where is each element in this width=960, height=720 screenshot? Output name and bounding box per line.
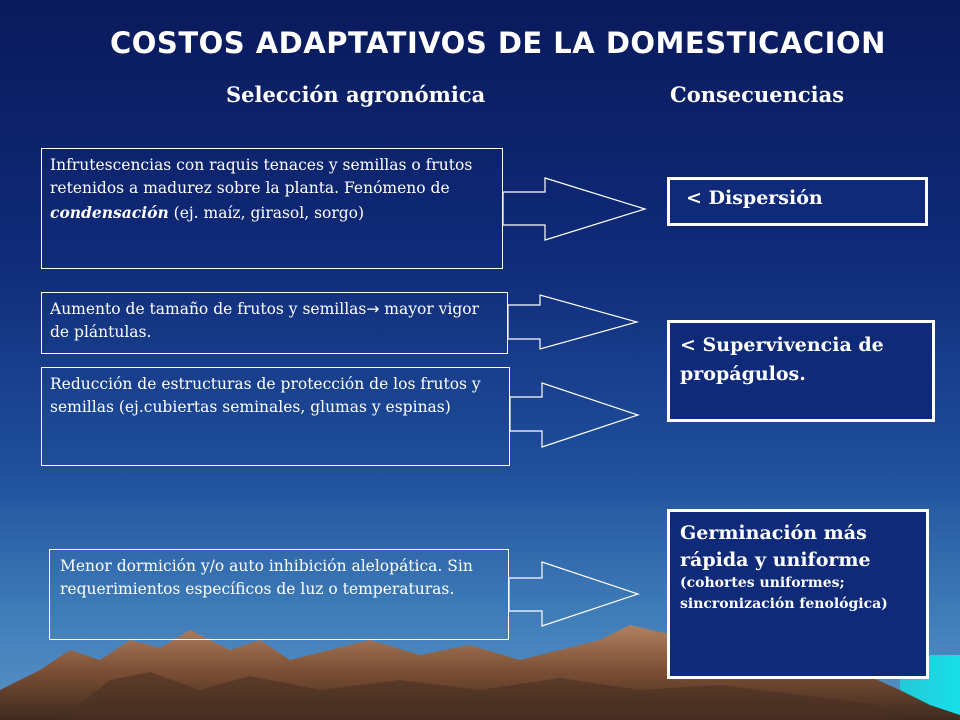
consequence-text: < Supervivencia de propágulos.: [680, 334, 884, 385]
column-header-consequences: Consecuencias: [670, 82, 845, 107]
block-arrow-4: [509, 562, 638, 626]
selection-box-dormancy: [49, 549, 509, 640]
consequence-box-dispersion: [667, 177, 928, 226]
selection-emphasis: condensación: [50, 202, 169, 222]
right-arrow-icon: →: [366, 300, 380, 318]
consequence-text: < Dispersión: [686, 187, 823, 209]
page-title: COSTOS ADAPTATIVOS DE LA DOMESTICACION: [110, 26, 886, 60]
selection-text: Infrutescencias con raquis tenaces y semillas o frutos retenidos a madurez sobre la planta. Fenómeno de: [50, 156, 473, 198]
consequence-main-text: Germinación más rápida y uniforme: [680, 522, 871, 571]
selection-box-protection: [41, 367, 510, 466]
column-header-selection: Selección agronómica: [226, 82, 486, 107]
consequence-sub-text: (cohortes uniformes; sincronización fenológica): [680, 575, 888, 613]
block-arrow-1: [503, 178, 645, 240]
selection-box-condensation: [41, 148, 503, 269]
block-arrow-3: [510, 383, 638, 447]
selection-text: Aumento de tamaño de frutos y semillas: [50, 300, 367, 318]
selection-text: Reducción de estructuras de protección de los frutos y semillas (ej.cubiertas seminales, glumas y espinas): [50, 375, 481, 417]
consequence-box-survival: [667, 320, 935, 422]
consequence-box-germination: [667, 509, 929, 679]
selection-text-after: (ej. maíz, girasol, sorgo): [168, 203, 365, 222]
selection-text-after: mayor vigor de plántulas.: [50, 300, 480, 342]
block-arrow-2: [508, 295, 637, 349]
selection-text: Menor dormición y/o auto inhibición alelopática. Sin requerimientos específicos de luz o temperaturas.: [60, 557, 473, 599]
selection-box-size: [41, 292, 508, 354]
